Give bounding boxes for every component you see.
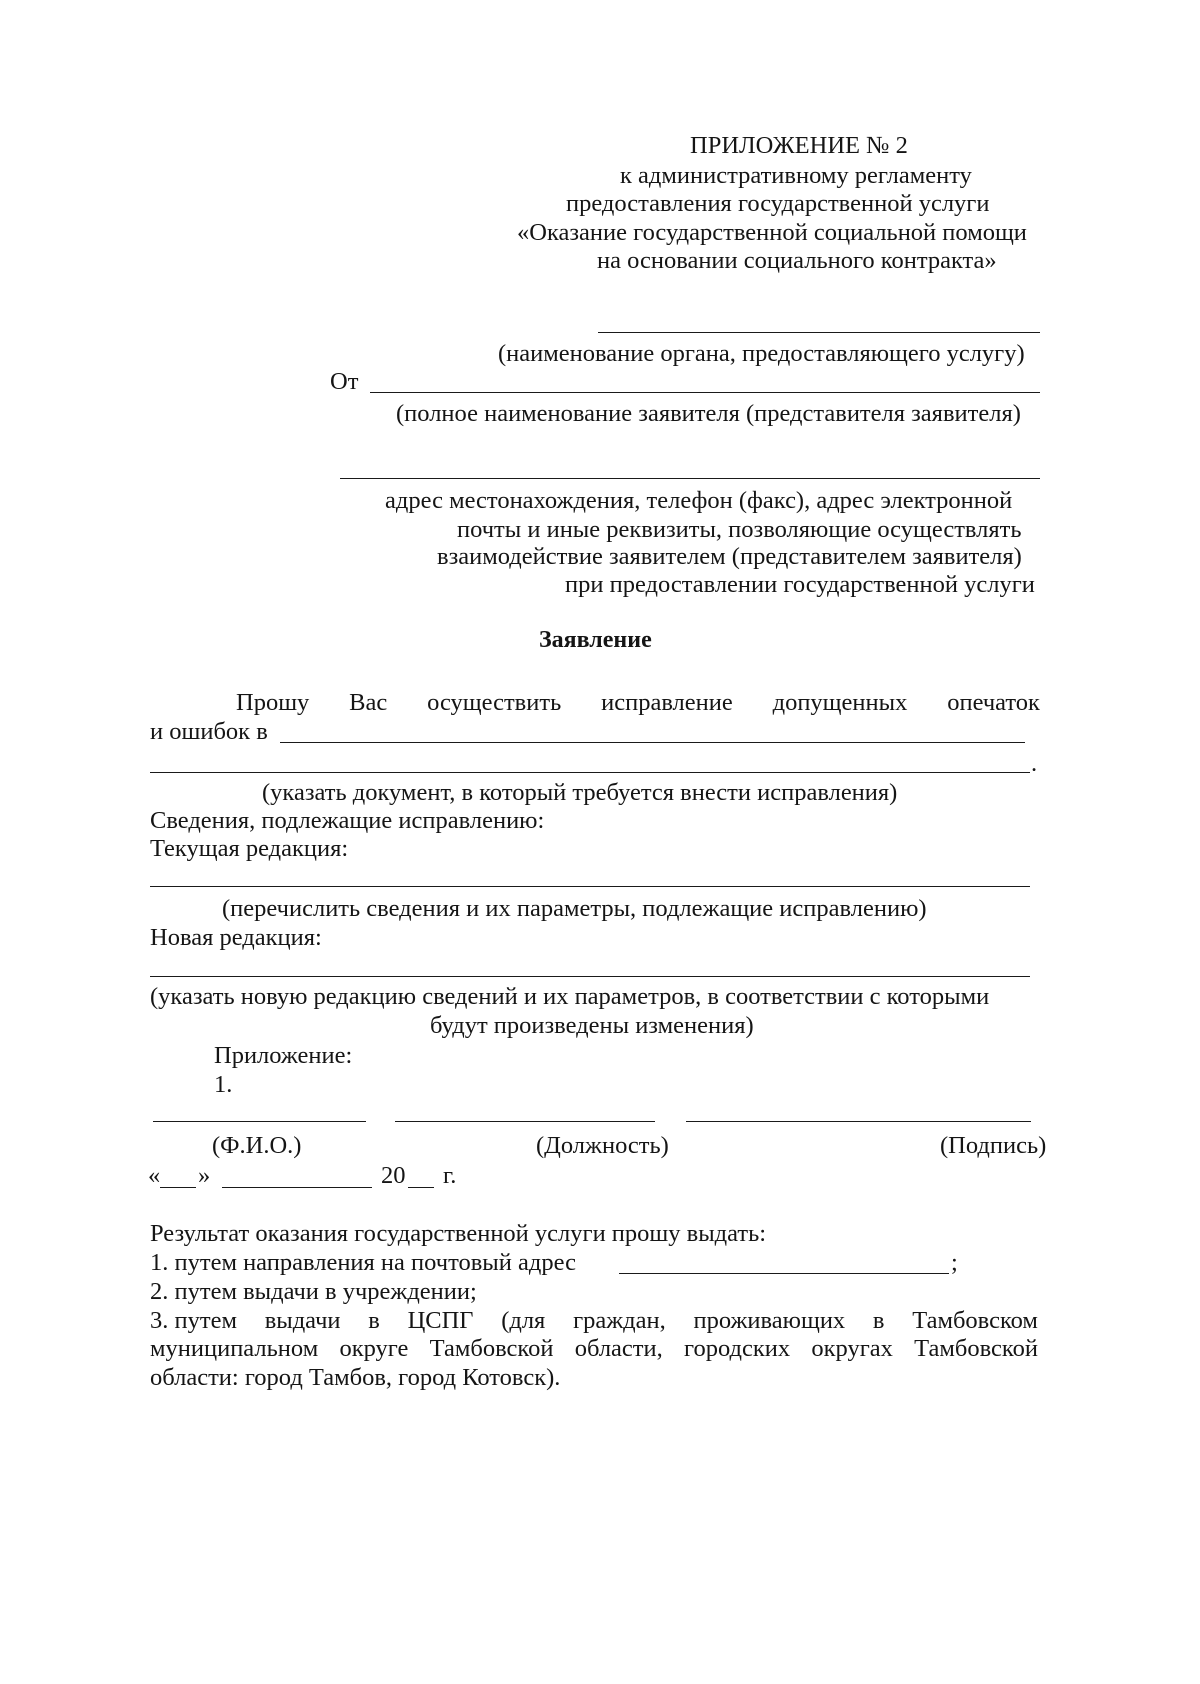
request-line-2: и ошибок в	[150, 718, 268, 745]
statement-title: Заявление	[539, 627, 652, 653]
postal-address-line[interactable]	[619, 1273, 949, 1274]
option-3-word: граждан,	[573, 1307, 666, 1334]
contact-details-line[interactable]	[340, 478, 1040, 479]
contact-caption-3: взаимодействие заявителем (представителем заявителя)	[437, 543, 1022, 570]
option-3-word: Тамбовской	[914, 1335, 1038, 1362]
document-fill-line[interactable]	[280, 742, 1025, 743]
attachment-label: Приложение:	[214, 1042, 353, 1069]
option-3-word: в	[872, 1307, 885, 1334]
signature-caption: (Подпись)	[940, 1132, 1047, 1159]
contact-caption-2: почты и иные реквизиты, позволяющие осуществлять	[457, 516, 1022, 543]
info-label: Сведения, подлежащие исправлению:	[150, 807, 545, 834]
result-heading: Результат оказания государственной услуги прошу выдать:	[150, 1220, 767, 1247]
option-3-word: муниципальном	[150, 1335, 319, 1362]
date-year-suffix: г.	[443, 1162, 457, 1189]
current-label: Текущая редакция:	[150, 835, 349, 862]
option-1-semicolon: ;	[951, 1249, 958, 1276]
header-line-1: к административному регламенту	[620, 162, 972, 189]
header-line-3: «Оказание государственной социальной помощи	[517, 219, 1027, 246]
option-3-word: 3. путем	[150, 1307, 237, 1334]
applicant-name-line[interactable]	[370, 392, 1040, 393]
option-3-word: округе	[339, 1335, 409, 1362]
request-word: Прошу	[236, 689, 310, 716]
new-caption-1: (указать новую редакцию сведений и их параметров, в соответствии с которыми	[150, 983, 990, 1010]
option-3-word: (для	[501, 1307, 546, 1334]
end-period: .	[1031, 750, 1038, 777]
contact-caption-4: при предоставлении государственной услуги	[565, 571, 1035, 598]
from-label: От	[330, 368, 359, 395]
date-month-line[interactable]	[222, 1187, 372, 1188]
organ-caption: (наименование органа, предоставляющего услугу)	[498, 340, 1025, 367]
current-caption: (перечислить сведения и их параметры, подлежащие исправлению)	[222, 895, 927, 922]
option-3-word: ЦСПГ	[407, 1307, 474, 1334]
header-line-2: предоставления государственной услуги	[566, 190, 990, 217]
contact-caption-1: адрес местонахождения, телефон (факс), адрес электронной	[385, 487, 1013, 514]
option-3-word: области,	[574, 1335, 663, 1362]
result-option-1: 1. путем направления на почтовый адрес	[150, 1249, 576, 1276]
option-3-word: городских	[684, 1335, 791, 1362]
attachment-item: 1.	[214, 1071, 233, 1098]
organ-name-line[interactable]	[598, 332, 1040, 333]
date-quote-open: «	[148, 1162, 161, 1189]
new-fill-line[interactable]	[150, 976, 1030, 977]
fio-caption: (Ф.И.О.)	[212, 1132, 302, 1159]
option-3-word: в	[368, 1307, 380, 1334]
request-word: опечаток	[947, 689, 1040, 716]
new-caption-2: будут произведены изменения)	[430, 1012, 754, 1039]
header-line-4: на основании социального контракта»	[597, 247, 997, 274]
option-3-word: выдачи	[264, 1307, 341, 1334]
request-word: Вас	[349, 689, 388, 716]
document-fill-line-2[interactable]	[150, 772, 1030, 773]
position-line[interactable]	[395, 1121, 655, 1122]
current-fill-line[interactable]	[150, 886, 1030, 887]
option-3-word: Тамбовской	[429, 1335, 554, 1362]
result-option-3-line-3: области: город Тамбов, город Котовск).	[150, 1364, 561, 1391]
option-3-word: округах	[811, 1335, 893, 1362]
fio-line[interactable]	[153, 1121, 366, 1122]
request-line-1	[236, 687, 1040, 719]
result-option-2: 2. путем выдачи в учреждении;	[150, 1278, 477, 1305]
date-quote-close: »	[198, 1162, 211, 1189]
request-word: осуществить	[427, 689, 562, 716]
request-word: допущенных	[772, 689, 908, 716]
document-caption: (указать документ, в который требуется внести исправления)	[262, 779, 898, 806]
date-year-line[interactable]	[408, 1187, 434, 1188]
appendix-title: ПРИЛОЖЕНИЕ № 2	[690, 132, 908, 159]
date-day-line[interactable]	[160, 1187, 196, 1188]
date-year-prefix: 20	[381, 1162, 406, 1189]
request-word: исправление	[601, 689, 733, 716]
option-3-word: проживающих	[693, 1307, 846, 1334]
position-caption: (Должность)	[536, 1132, 669, 1159]
option-3-word: Тамбовском	[912, 1307, 1038, 1334]
applicant-caption: (полное наименование заявителя (представителя заявителя)	[396, 400, 1021, 427]
result-option-3-line-2	[150, 1333, 1038, 1365]
signature-line[interactable]	[686, 1121, 1031, 1122]
new-label: Новая редакция:	[150, 924, 322, 951]
